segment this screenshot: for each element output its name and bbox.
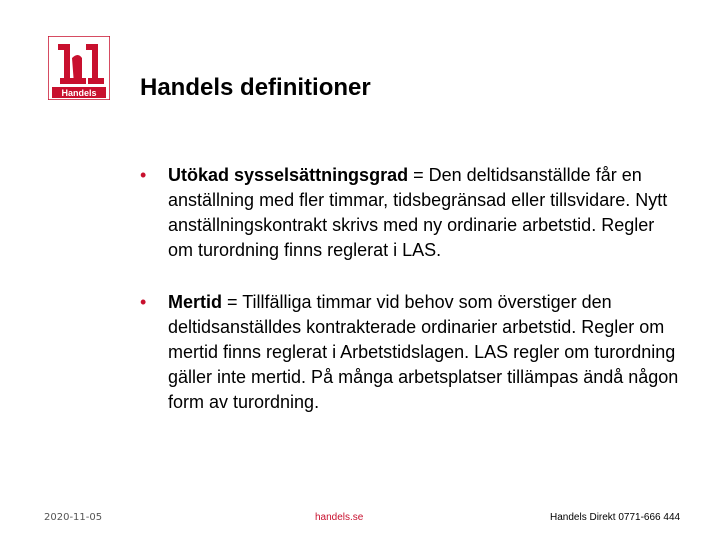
bullet-list (140, 163, 680, 442)
logo-text: Handels (61, 88, 97, 98)
bullet-item (140, 163, 680, 263)
bullet-dot: • (140, 292, 147, 312)
bullet-text: = Tillfälliga timmar vid behov som överstiger den deltidsanställdes kontrakterade ordinarier arbetstid. Regler om mertid finns reglerat i Arbetstidslagen. LAS regler om turordning gäller inte mertid. På många arbetsplatser tillämpas ändå någon form av turordning. (168, 292, 679, 412)
bullet-term: Utökad sysselsättningsgrad (168, 165, 409, 185)
footer-website-link[interactable]: handels.se (315, 512, 364, 523)
bullet-text: = Den deltidsanställde får en anställning med fler timmar, tidsbegränsad eller tillsvidare. Nytt anställningskontrakt skrivs med ny ordinarie arbetstid. Regler om turordning finns reglerat i LAS. (168, 165, 668, 260)
bullet-dot: • (140, 165, 147, 185)
handels-logo (48, 36, 110, 100)
footer-date: 2020-11-05 (44, 512, 103, 523)
bullet-item (140, 290, 680, 415)
bullet-term: Mertid (168, 292, 222, 312)
slide-title: Handels definitioner (140, 74, 371, 101)
footer-phone: Handels Direkt 0771-666 444 (550, 512, 681, 523)
